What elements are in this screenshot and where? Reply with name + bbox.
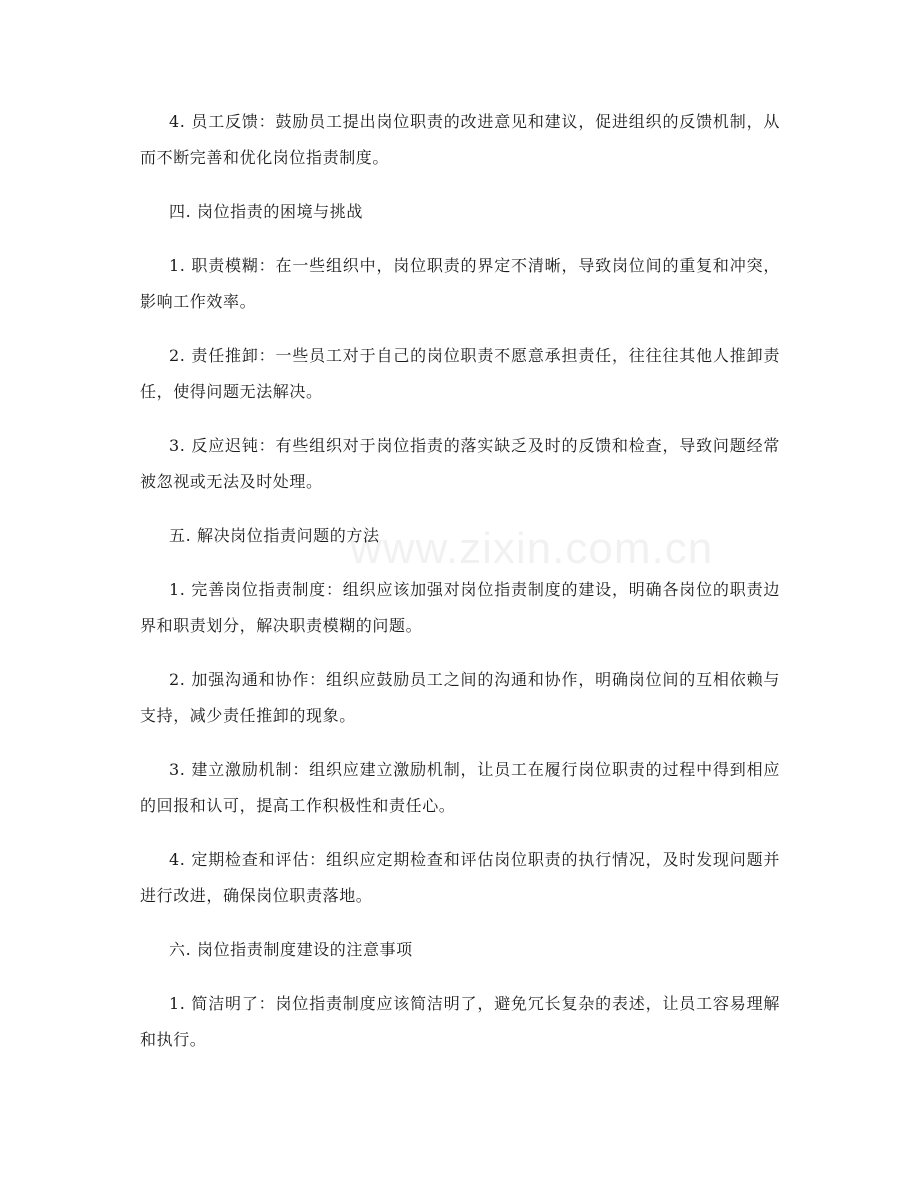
document-body — [140, 104, 780, 1076]
paragraph-employee-feedback: 4. 员工反馈：鼓励员工提出岗位职责的改进意见和建议，促进组织的反馈机制，从而不断完善和优化岗位指责制度。 — [140, 112, 780, 167]
watermark: www.zixin.com.cn — [350, 524, 714, 573]
paragraph-incentives: 3. 建立激励机制：组织应建立激励机制，让员工在履行岗位职责的过程中得到相应的回报和认可，提高工作积极性和责任心。 — [140, 760, 780, 815]
paragraph-slow-response: 3. 反应迟钝：有些组织对于岗位指责的落实缺乏及时的反馈和检查，导致问题经常被忽视或无法及时处理。 — [140, 436, 780, 491]
section-heading-4: 四. 岗位指责的困境与挑战 — [169, 202, 363, 221]
paragraph-vague-duties: 1. 职责模糊：在一些组织中，岗位职责的界定不清晰，导致岗位间的重复和冲突，影响工作效率。 — [140, 256, 780, 311]
paragraph-periodic-review: 4. 定期检查和评估：组织应定期检查和评估岗位职责的执行情况，及时发现问题并进行改进，确保岗位职责落地。 — [140, 850, 780, 905]
paragraph-shifting-responsibility: 2. 责任推卸：一些员工对于自己的岗位职责不愿意承担责任，往往往其他人推卸责任，使得问题无法解决。 — [140, 346, 780, 401]
section-heading-5: 五. 解决岗位指责问题的方法 — [169, 526, 380, 545]
paragraph-concise: 1. 简洁明了：岗位指责制度应该简洁明了，避免冗长复杂的表述，让员工容易理解和执行。 — [140, 994, 780, 1049]
section-heading-6: 六. 岗位指责制度建设的注意事项 — [169, 940, 413, 959]
paragraph-improve-system: 1. 完善岗位指责制度：组织应该加强对岗位指责制度的建设，明确各岗位的职责边界和职责划分，解决职责模糊的问题。 — [140, 580, 780, 635]
paragraph-communication: 2. 加强沟通和协作：组织应鼓励员工之间的沟通和协作，明确岗位间的互相依赖与支持，减少责任推卸的现象。 — [140, 670, 780, 725]
